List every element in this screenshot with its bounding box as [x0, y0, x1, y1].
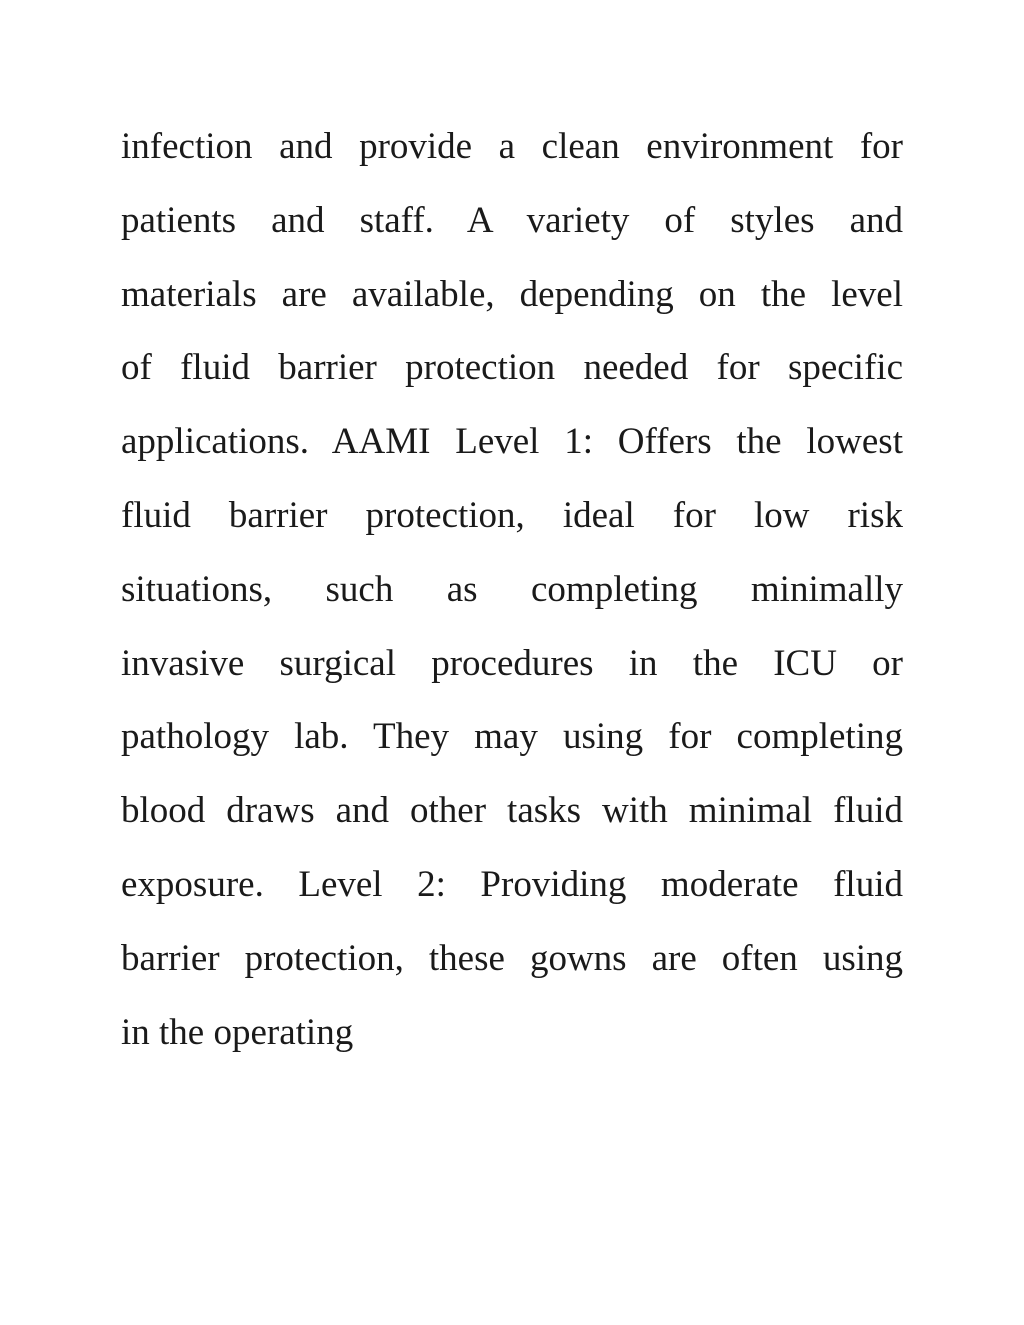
paragraph-line: barrier protection, these gowns are often using	[121, 937, 903, 979]
paragraph-line-last: in the operating	[121, 1011, 354, 1053]
paragraph-line: situations, such as completing minimally	[121, 568, 903, 610]
paragraph-line: patients and staff. A variety of styles and	[121, 199, 903, 241]
paragraph-line: pathology lab. They may using for completing	[121, 716, 903, 758]
paragraph-line: blood draws and other tasks with minimal fluid	[121, 790, 903, 832]
paragraph-line: infection and provide a clean environment for	[121, 126, 903, 167]
paragraph-line: invasive surgical procedures in the ICU or	[121, 642, 903, 684]
paragraph-line: applications. AAMI Level 1: Offers the lowest	[121, 421, 903, 463]
paragraph-line: fluid barrier protection, ideal for low risk	[121, 494, 903, 536]
paragraph-line: of fluid barrier protection needed for specific	[121, 347, 903, 389]
paragraph-line: materials are available, depending on the level	[121, 273, 903, 315]
paragraph-line: exposure. Level 2: Providing moderate fluid	[121, 863, 903, 905]
body-paragraph	[121, 110, 903, 1069]
